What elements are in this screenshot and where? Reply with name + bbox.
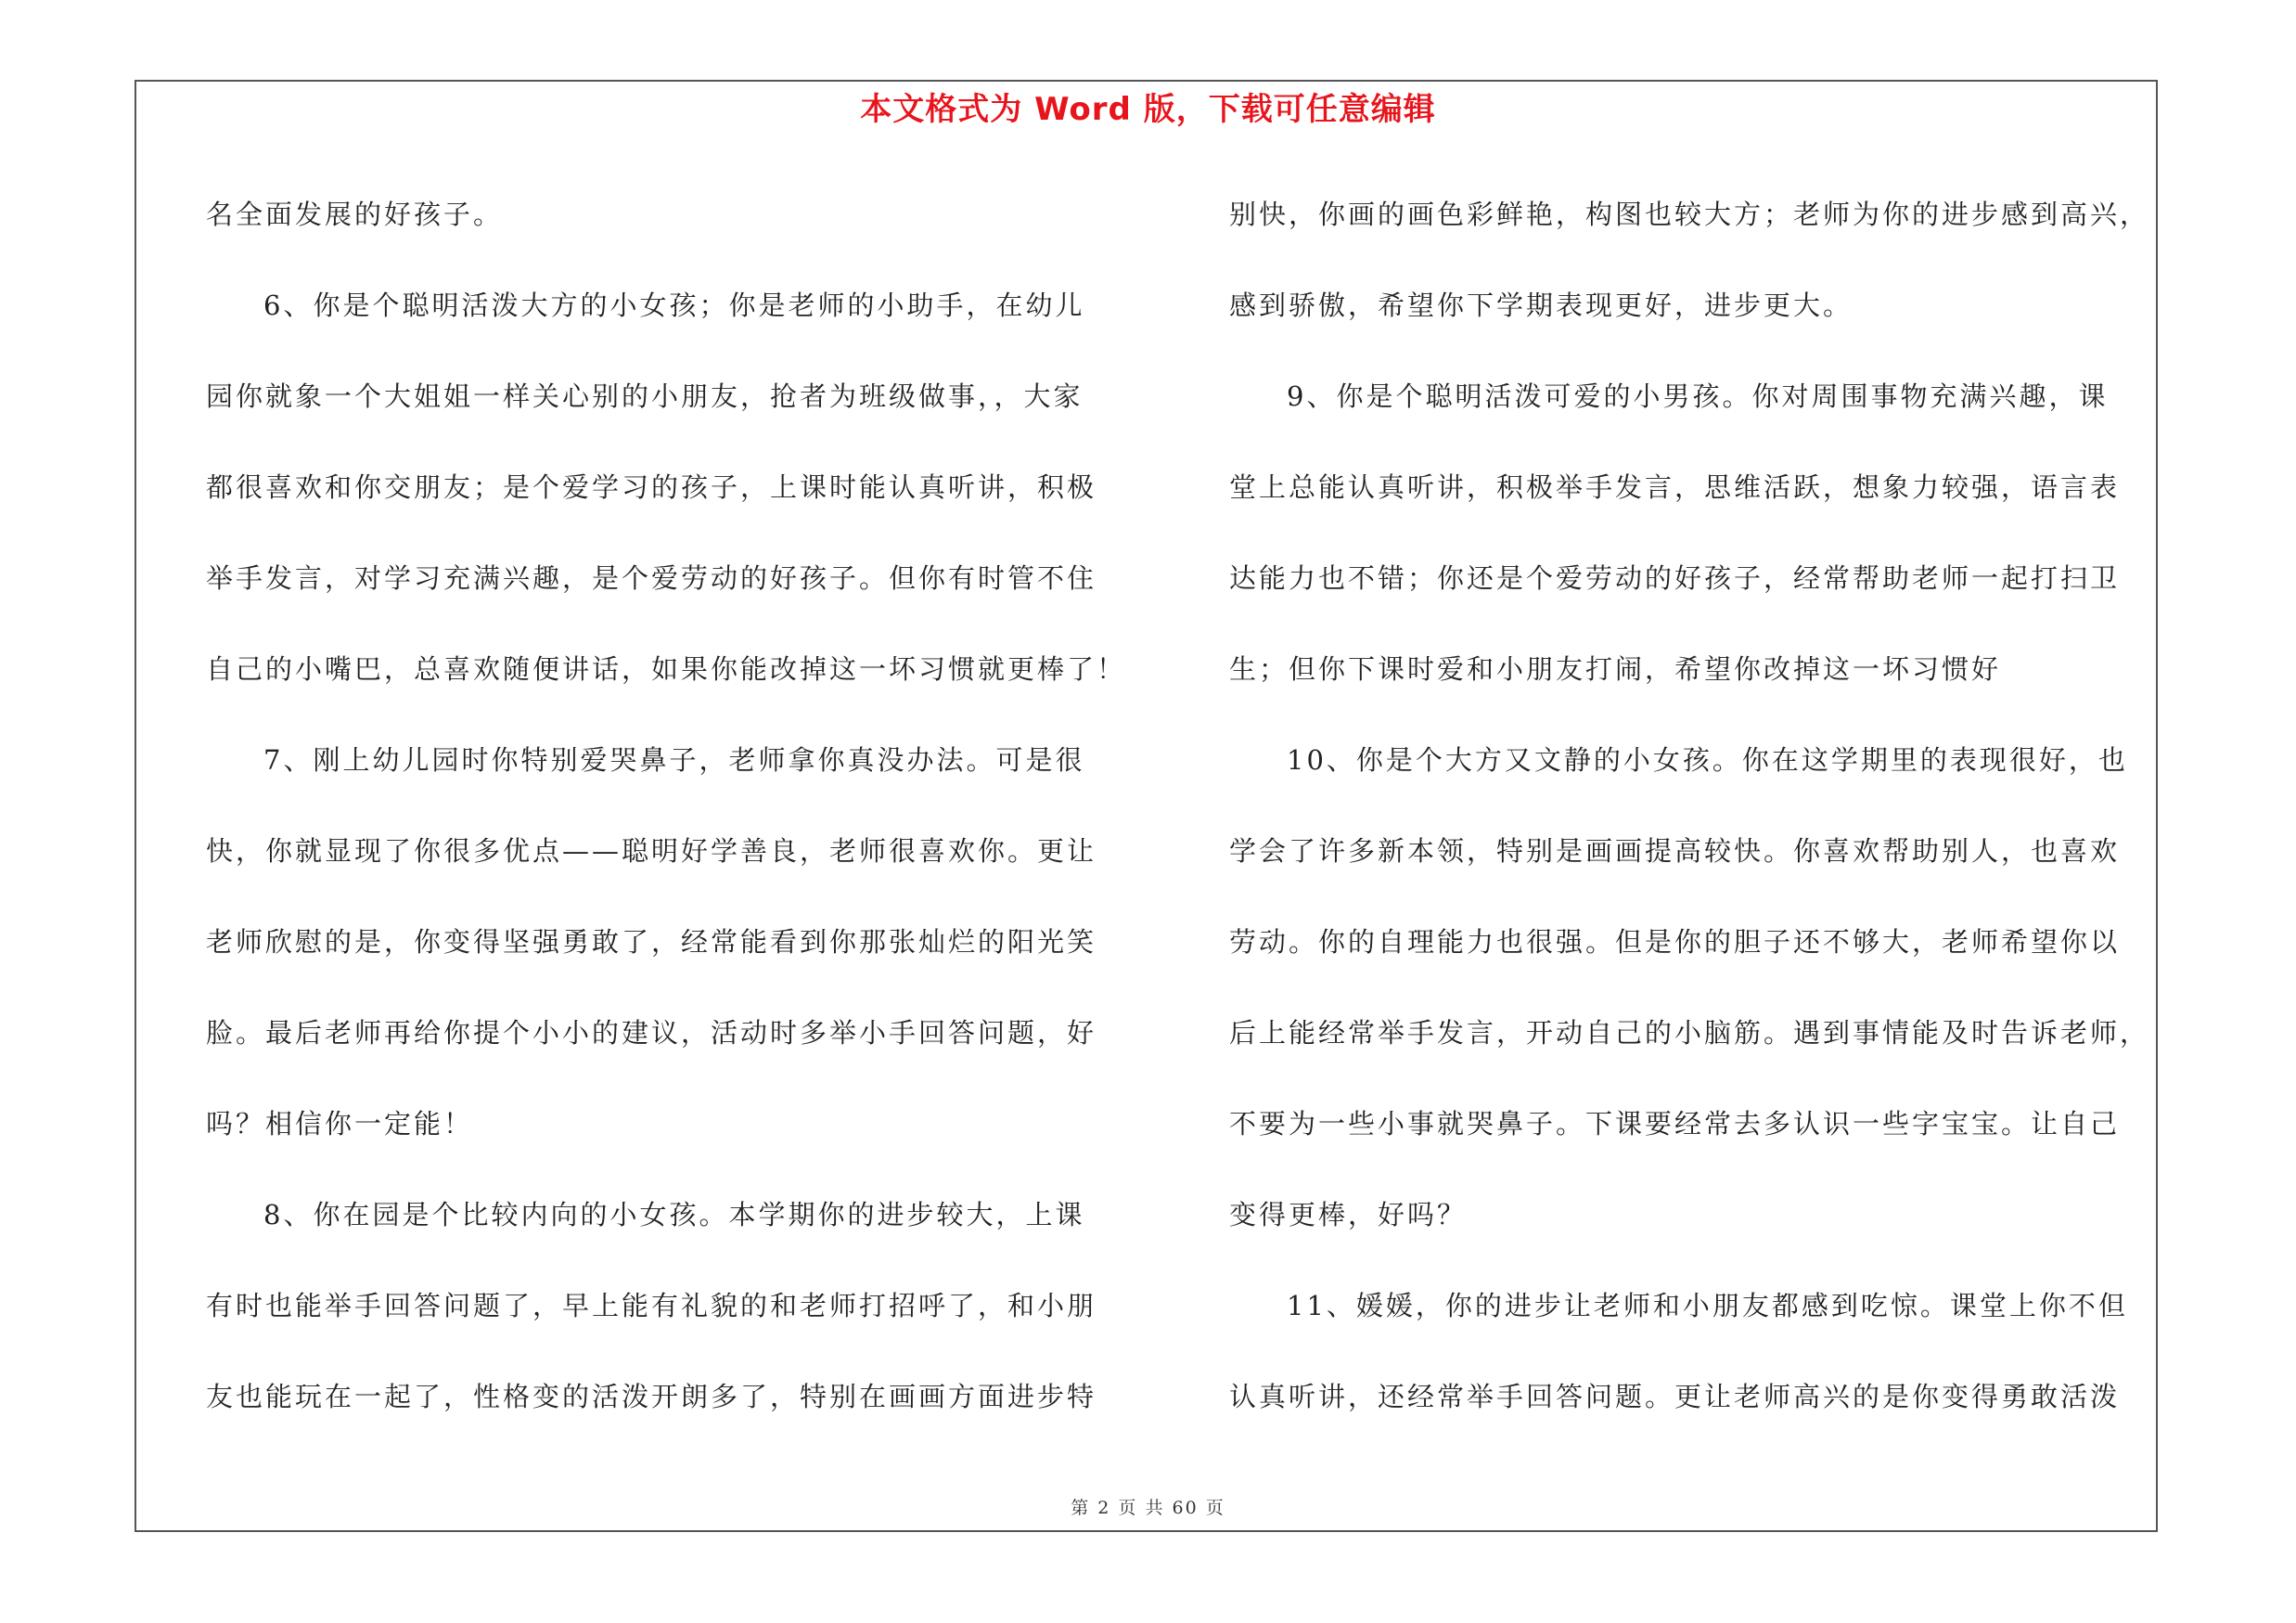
paragraph-start-7: 7、刚上幼儿园时你特别爱哭鼻子，老师拿你真没办法。可是很 — [263, 744, 1085, 776]
text-line: 都很喜欢和你交朋友；是个爱学习的孩子，上课时能认真听讲，积极 — [206, 471, 1097, 503]
text-line: 脸。最后老师再给你提个小小的建议，活动时多举小手回答问题，好 — [206, 1017, 1097, 1049]
text-line: 快，你就显现了你很多优点——聪明好学善良，老师很喜欢你。更让 — [206, 835, 1097, 867]
text-line: 不要为一些小事就哭鼻子。下课要经常去多认识一些字宝宝。让自己 — [1229, 1108, 2121, 1140]
paragraph-start-10: 10、你是个大方又文静的小女孩。你在这学期里的表现很好，也 — [1287, 744, 2128, 776]
text-line: 自己的小嘴巴，总喜欢随便讲话，如果你能改掉这一坏习惯就更棒了！ — [206, 653, 1127, 685]
text-line: 认真听讲，还经常举手回答问题。更让老师高兴的是你变得勇敢活泼 — [1229, 1381, 2121, 1412]
paragraph-start-8: 8、你在园是个比较内向的小女孩。本学期你的进步较大，上课 — [263, 1199, 1085, 1230]
format-banner: 本文格式为 Word 版，下载可任意编辑 — [860, 91, 1436, 128]
text-line: 变得更棒，好吗？ — [1229, 1199, 1468, 1230]
text-line: 举手发言，对学习充满兴趣，是个爱劳动的好孩子。但你有时管不住 — [206, 562, 1097, 594]
text-line: 生；但你下课时爱和小朋友打闹，希望你改掉这一坏习惯好 — [1229, 653, 2002, 685]
left-column — [206, 169, 1127, 1442]
right-column — [1229, 169, 2148, 1442]
text-line: 后上能经常举手发言，开动自己的小脑筋。遇到事情能及时告诉老师， — [1229, 1017, 2150, 1049]
paragraph-start-6: 6、你是个聪明活泼大方的小女孩；你是老师的小助手，在幼儿 — [263, 290, 1085, 321]
text-line: 堂上总能认真听讲，积极举手发言，思维活跃，想象力较强，语言表 — [1229, 471, 2121, 503]
paragraph-start-11: 11、媛媛，你的进步让老师和小朋友都感到吃惊。课堂上你不但 — [1287, 1290, 2128, 1321]
text-line: 老师欣慰的是，你变得坚强勇敢了，经常能看到你那张灿烂的阳光笑 — [206, 926, 1097, 958]
text-line: 学会了许多新本领，特别是画画提高较快。你喜欢帮助别人，也喜欢 — [1229, 835, 2121, 867]
text-line: 感到骄傲，希望你下学期表现更好，进步更大。 — [1229, 290, 1853, 321]
text-line: 别快，你画的画色彩鲜艳，构图也较大方；老师为你的进步感到高兴， — [1229, 199, 2150, 230]
text-line: 名全面发展的好孩子。 — [206, 199, 504, 230]
paragraph-start-9: 9、你是个聪明活泼可爱的小男孩。你对周围事物充满兴趣，课 — [1287, 380, 2109, 412]
text-line: 劳动。你的自理能力也很强。但是你的胆子还不够大，老师希望你以 — [1229, 926, 2121, 958]
text-line: 有时也能举手回答问题了，早上能有礼貌的和老师打招呼了，和小朋 — [206, 1290, 1097, 1321]
page-number-footer: 第 2 页 共 60 页 — [1071, 1498, 1225, 1518]
text-line: 吗？相信你一定能！ — [206, 1108, 474, 1140]
text-line: 园你就象一个大姐姐一样关心别的小朋友，抢者为班级做事，，大家 — [206, 380, 1084, 412]
text-line: 达能力也不错；你还是个爱劳动的好孩子，经常帮助老师一起打扫卫 — [1229, 562, 2121, 594]
text-line: 友也能玩在一起了，性格变的活泼开朗多了，特别在画画方面进步特 — [206, 1381, 1097, 1412]
